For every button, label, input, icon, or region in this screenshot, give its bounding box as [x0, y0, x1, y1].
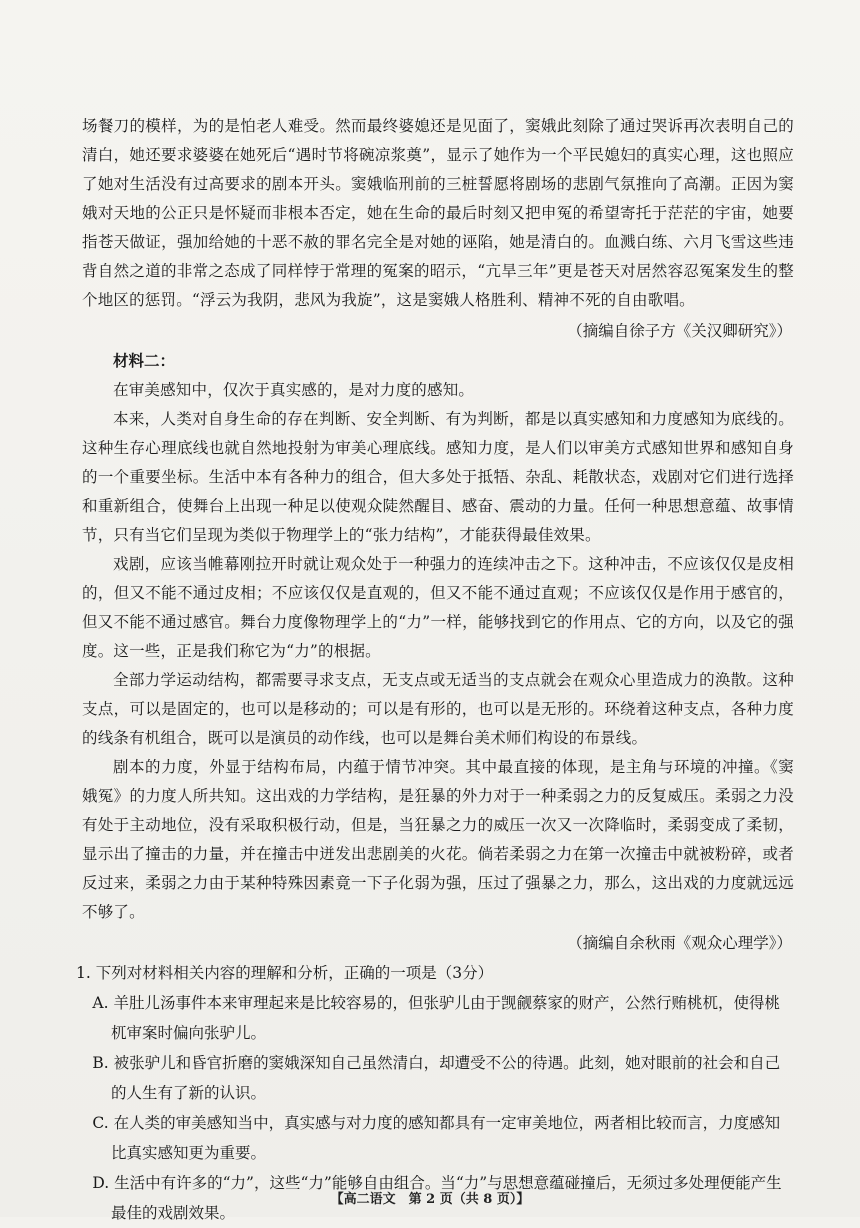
material1-tail-paragraph: 场餐刀的模样，为的是怕老人难受。然而最终婆媳还是见面了，窦娥此刻除了通过哭诉再次表明自己的清白，她还要求婆婆在她死后“遇时节将碗凉浆奠”，显示了她作为一个平民媳妇的真实心理，这也照应了她对生活没有过高要求的剧本开头。窦娥临刑前的三桩誓愿将剧场的悲剧气氛推向了高潮。正因为窦娥对天地的公正只是怀疑而非根本否定，她在生命的最后时刻又把申冤的希望寄托于茫茫的宇宙，她要指苍天做证，强加给她的十恶不赦的罪名完全是对她的诬陷，她是清白的。血溅白练、六月飞雪这些违背自然之道的非常之态成了同样悖于常理的冤案的昭示，“亢旱三年”更是苍天对居然容忍冤案发生的整个地区的惩罚。“浮云为我阴，悲风为我旋”，这是窦娥人格胜利、精神不死的自由歌唱。	[82, 117, 794, 309]
material2-paragraph: 本来，人类对自身生命的存在判断、安全判断、有为判断，都是以真实感知和力度感知为底线的。这种生存心理底线也就自然地投射为审美心理底线。感知力度，是人们以审美方式感知世界和感知自身的一个重要坐标。生活中本有各种力的组合，但大多处于抵牾、杂乱、耗散状态，戏剧对它们进行选择和重新组合，使舞台上出现一种足以使观众陡然醒目、感奋、震动的力量。任何一种思想意蕴、故事情节，只有当它们呈现为类似于物理学上的“张力结构”，才能获得最佳效果。	[82, 410, 794, 544]
page-footer: 【高二语文 第 2 页（共 8 页）】	[330, 1192, 530, 1207]
source-citation-2: （摘编自余秋雨《观众心理学》）	[567, 934, 792, 952]
material2-paragraph: 剧本的力度，外显于结构布局，内蕴于情节冲突。其中最直接的体现，是主角与环境的冲撞。《窦娥冤》的力度人所共知。这出戏的力学结构，是狂暴的外力对于一种柔弱之力的反复威压。柔弱之力没有处于主动地位，没有采取积极行动，但是，当狂暴之力的威压一次又一次降临时，柔弱变成了柔韧，显示出了撞击的力量，并在撞击中迸发出悲剧美的火花。倘若柔弱之力在第一次撞击中就被粉碎，或者反过来，柔弱之力由于某种特殊因素竟一下子化弱为强，压过了强暴之力，那么，这出戏的力度就远远不够了。	[82, 758, 794, 921]
material2-paragraph: 全部力学运动结构，都需要寻求支点，无支点或无适当的支点就会在观众心里造成力的涣散。这种支点，可以是固定的，也可以是移动的；可以是有形的，也可以是无形的。环绕着这种支点，各种力度的线条有机组合，既可以是演员的动作线，也可以是舞台美术师们构设的布景线。	[82, 671, 794, 747]
page-content	[76, 112, 794, 1228]
question-1-option-c: C. 在人类的审美感知当中，真实感与对力度的感知都具有一定审美地位，两者相比较而言，力度感知比真实感知更为重要。	[92, 1114, 781, 1162]
material2-paragraph: 戏剧，应该当帷幕刚拉开时就让观众处于一种强力的连续冲击之下。这种冲击，不应该仅仅是皮相的，但又不能不通过皮相；不应该仅仅是直观的，但又不能不通过直观；不应该仅仅是作用于感官的，但又不能不通过感官。舞台力度像物理学上的“力”一样，能够找到它的作用点、它的方向，以及它的强度。这一些，正是我们称它为“力”的根据。	[82, 555, 794, 660]
source-citation-1: （摘编自徐子方《关汉卿研究》）	[567, 322, 792, 340]
material2-paragraph: 在审美感知中，仅次于真实感的，是对力度的感知。	[113, 381, 475, 399]
question-1-stem: 1. 下列对材料相关内容的理解和分析，正确的一项是（3分）	[76, 964, 494, 982]
material2-heading: 材料二：	[113, 351, 176, 370]
question-1-option-a: A. 羊肚儿汤事件本来审理起来是比较容易的，但张驴儿由于觊觎蔡家的财产，公然行贿桃杌，使得桃杌审案时偏向张驴儿。	[92, 994, 780, 1042]
question-1-option-b: B. 被张驴儿和昏官折磨的窦娥深知自己虽然清白，却遭受不公的待遇。此刻，她对眼前的社会和自己的人生有了新的认识。	[92, 1054, 781, 1102]
question-1-option-d: D. 生活中有许多的“力”，这些“力”能够自由组合。当“力”与思想意蕴碰撞后，无须过多处理便能产生最佳的戏剧效果。	[92, 1174, 782, 1222]
